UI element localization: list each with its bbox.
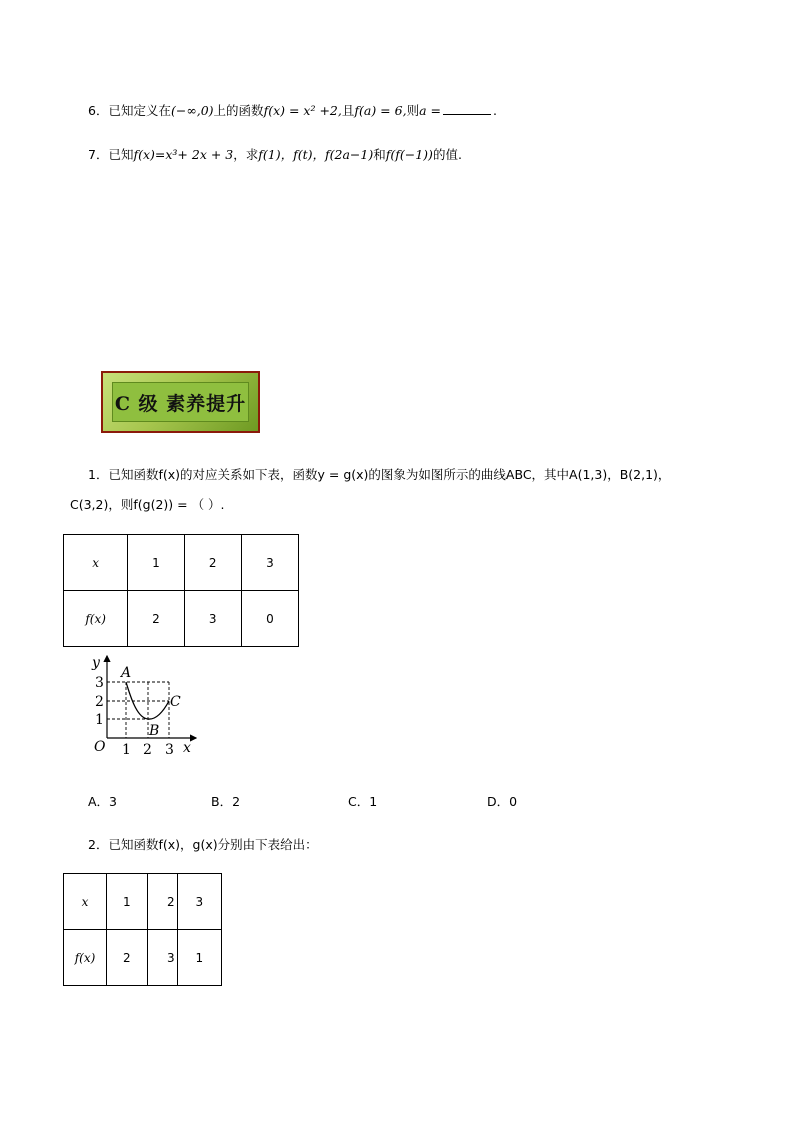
option-b[interactable]: B．2 (211, 794, 241, 809)
q6-text-b: 上的函数 (213, 103, 264, 118)
answer-blank[interactable] (443, 102, 491, 115)
q7-function: f(x)=x³+ 2x + 3 (133, 147, 234, 162)
q6-function: f(x) = x² +2, (263, 103, 342, 118)
question-1-line-2: C(3,2)，则f(g(2)) = （ ）. (70, 497, 225, 512)
q7-text-b: ，求 (233, 147, 259, 162)
x-tick-label: 3 (165, 742, 174, 758)
q6-text-c: 且 (341, 103, 355, 118)
section-badge (101, 371, 260, 433)
question-number: 7． (88, 147, 109, 162)
table-cell: 2 (184, 535, 241, 591)
y-tick-label: 2 (95, 694, 104, 710)
option-a[interactable]: A．3 (88, 794, 118, 809)
badge-face (112, 382, 249, 422)
q6-answer-var: a = (419, 103, 441, 118)
question-number: 6． (88, 103, 109, 118)
table-cell: 1 (177, 930, 221, 986)
q6-condition: f(a) = 6, (354, 103, 407, 118)
table-header-cell: x (64, 535, 128, 591)
question-6 (88, 102, 497, 120)
question-7 (88, 146, 462, 164)
table-cell: 1 (107, 874, 148, 930)
table-cell: 2 (128, 591, 184, 647)
function-table-1 (63, 534, 299, 647)
q7-items: f(1)，f(t)，f(2a−1) (258, 147, 374, 162)
q6-text-d: 则 (406, 103, 420, 118)
q6-domain: (−∞,0) (170, 103, 214, 118)
table-cell: 0 (241, 591, 298, 647)
function-graph (86, 652, 206, 762)
x-tick-label: 1 (122, 742, 131, 758)
table-cell: 2 (107, 930, 148, 986)
option-d[interactable]: D．0 (487, 794, 518, 809)
dashed-grid (107, 682, 169, 738)
y-axis-label: y (92, 655, 100, 671)
table-cell: 3 (184, 591, 241, 647)
q7-text-a: 已知 (108, 147, 134, 162)
table-cell: 3 (147, 930, 177, 986)
function-table-2 (63, 873, 222, 986)
curve-abc (126, 682, 169, 719)
table-header-cell: x (64, 874, 107, 930)
table-cell: 1 (128, 535, 184, 591)
y-tick-label: 1 (95, 712, 104, 728)
table-cell: 3 (177, 874, 221, 930)
x-tick-label: 2 (143, 742, 152, 758)
table-cell: 2 (147, 874, 177, 930)
point-b-label: B (149, 723, 160, 739)
q6-text-a: 已知定义在 (108, 103, 171, 118)
table-header-cell: f(x) (64, 591, 128, 647)
q7-last-item: f(f(−1)) (385, 147, 433, 162)
origin-label: O (94, 739, 106, 755)
point-c-label: C (170, 694, 181, 710)
q6-end: . (492, 103, 497, 118)
table-row (64, 591, 299, 647)
x-axis-label: x (183, 740, 191, 756)
point-a-label: A (121, 665, 132, 681)
q7-text-d: 的值. (432, 147, 462, 162)
table-cell: 3 (241, 535, 298, 591)
section-title: C 级 素养提升 (114, 392, 247, 415)
table-row (64, 535, 299, 591)
option-c[interactable]: C．1 (348, 794, 378, 809)
question-1-line-1: 1．已知函数f(x)的对应关系如下表，函数y = g(x)的图象为如图所示的曲线ABC，其中A(1,3)，B(2,1)， (88, 467, 671, 482)
table-header-cell: f(x) (64, 930, 107, 986)
y-tick-label: 3 (95, 675, 104, 691)
table-row (64, 930, 222, 986)
table-row (64, 874, 222, 930)
q7-text-c: 和 (373, 147, 386, 162)
question-2-line-1: 2．已知函数f(x)，g(x)分别由下表给出： (88, 837, 318, 852)
